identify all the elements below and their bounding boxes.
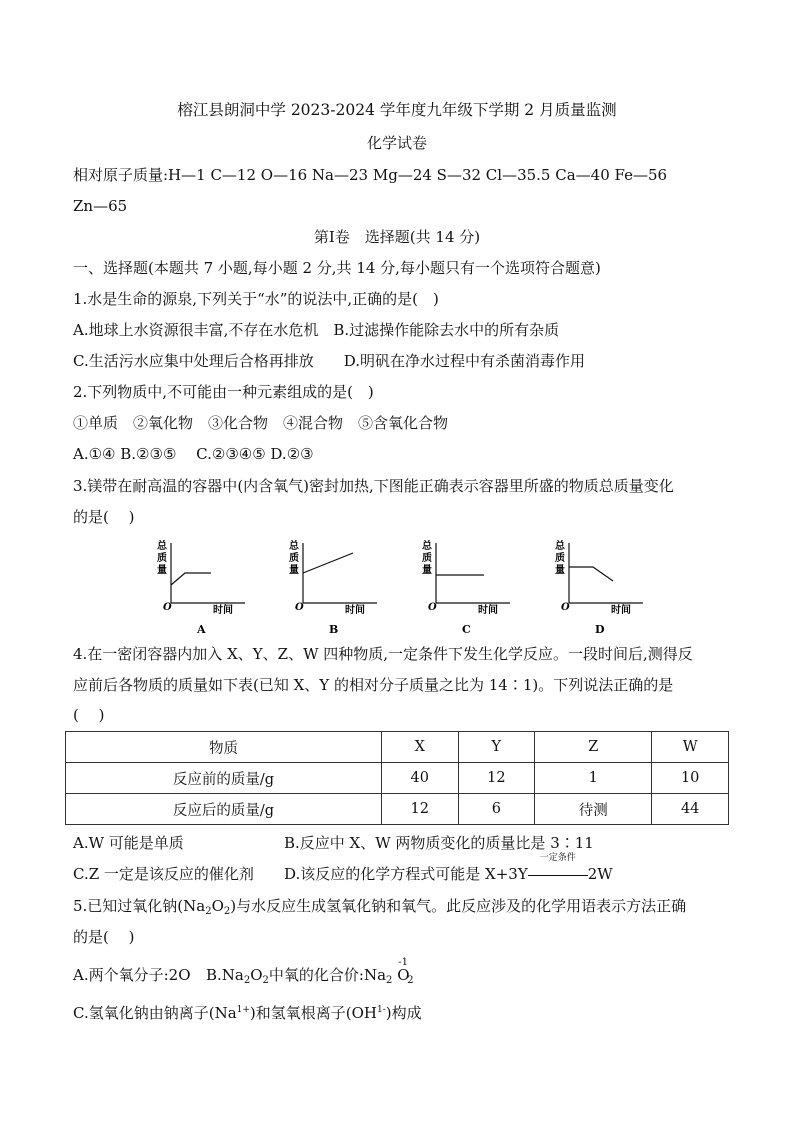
graph-label: B (329, 623, 339, 636)
q4-stem: 4.在一密闭容器内加入 X、Y、Z、W 四种物质,一定条件下发生化学反应。一段时间后,测得反 (73, 645, 693, 663)
table-header: 物质 (66, 732, 382, 763)
q5-option-b-part: 中氧的化合价:Na (268, 966, 387, 984)
table-header-row (66, 732, 729, 763)
subscript: 2 (386, 975, 393, 986)
graph-d (553, 535, 653, 637)
q5-option-c-part: )构成 (385, 1004, 422, 1022)
table-cell: 待测 (535, 794, 652, 825)
q2-options: A.①④ B.②③⑤ C.②③④⑤ D.②③ (73, 445, 314, 463)
table-cell: 10 (652, 763, 729, 794)
table-cell: 反应前的质量/g (66, 763, 382, 794)
q4-option-b: B.反应中 X、W 两物质变化的质量比是 3∶11 (284, 834, 594, 852)
mass-table (65, 731, 729, 825)
graph-ylabel: 质 (157, 553, 167, 564)
graph-ylabel: 总 (555, 541, 565, 552)
table-cell: 反应后的质量/g (66, 794, 382, 825)
q4-option-d-suffix: 2W (587, 865, 613, 883)
graph-ylabel: 总 (422, 541, 432, 552)
table-header: X (381, 732, 458, 763)
graph-label: D (595, 623, 605, 636)
q1-options-cd: C.生活污水应集中处理后合格再排放 D.明矾在净水过程中有杀菌消毒作用 (73, 352, 585, 370)
graph-label: A (197, 623, 206, 636)
q4-stem-2: 应前后各物质的质量如下表(已知 X、Y 的相对分子质量之比为 14∶1)。下列说法正确的是 (73, 676, 674, 694)
graph-a (155, 535, 255, 637)
graph-xlabel: 时间 (478, 605, 498, 616)
q1-stem: 1.水是生命的源泉,下列关于“水”的说法中,正确的是( ) (73, 290, 439, 308)
exam-title: 榕江县朗洞中学 2023-2024 学年度九年级下学期 2 月质量监测 (177, 101, 617, 119)
q5-option-b-part: O (250, 966, 263, 984)
reaction-bar (528, 875, 588, 876)
reaction-condition-text: 一定条件 (539, 853, 576, 863)
graph-origin: O (428, 602, 437, 613)
table-cell: 6 (458, 794, 535, 825)
graph-line (569, 567, 613, 581)
subscript: 2 (407, 975, 414, 986)
table-row (66, 794, 729, 825)
atomic-mass-line-2: Zn—65 (73, 197, 128, 215)
graph-line (303, 553, 353, 573)
table-header: Y (458, 732, 535, 763)
q5-option-c-part: )和氢氧根离子(OH (249, 1004, 378, 1022)
graph-ylabel: 总 (157, 541, 167, 552)
q2-items: ①单质 ②氧化物 ③化合物 ④混合物 ⑤含氧化合物 (73, 414, 449, 432)
section-title: 第Ⅰ卷 选择题(共 14 分) (313, 228, 481, 246)
graph-ylabel: 量 (422, 565, 432, 576)
q4-option-a: A.W 可能是单质 (73, 834, 184, 852)
graph-ylabel: 质 (555, 553, 565, 564)
graph-c (420, 535, 520, 637)
superscript: 1+ (236, 1005, 250, 1015)
oxygen-symbol: O (397, 966, 410, 984)
q5-stem-part: 5.已知过氧化钠(Na (73, 897, 206, 915)
table-header: W (652, 732, 729, 763)
graph-xlabel: 时间 (345, 605, 365, 616)
subscript: 2 (205, 906, 212, 917)
q2-stem: 2.下列物质中,不可能由一种元素组成的是( ) (73, 383, 374, 401)
graph-origin: O (163, 602, 172, 613)
valence-label: -1 (398, 957, 408, 968)
q5-option-a: A.两个氧分子:2O (73, 966, 191, 984)
exam-subtitle: 化学试卷 (366, 134, 427, 152)
graph-ylabel: 量 (289, 565, 299, 576)
graph-origin: O (561, 602, 570, 613)
valence-oxygen (397, 957, 410, 985)
q5-option-c (73, 1000, 422, 1023)
reaction-condition-arrow (528, 853, 588, 884)
graph-ylabel: 量 (157, 565, 167, 576)
graph-ylabel: 质 (422, 553, 432, 564)
q3-stem-2: 的是( ) (73, 508, 135, 526)
subscript: 2 (223, 906, 231, 917)
atomic-mass-line: 相对原子质量:H—1 C—12 O—16 Na—23 Mg—24 S—32 Cl—35.5 Ca—40 Fe—56 (73, 166, 668, 184)
q5-option-c-part: C.氢氧化钠由钠离子(Na (73, 1004, 237, 1022)
graph-xlabel: 时间 (611, 605, 631, 616)
q4-stem-3: ( ) (73, 706, 105, 724)
table-row (66, 763, 729, 794)
graph-ylabel: 总 (289, 541, 299, 552)
graph-xlabel: 时间 (213, 605, 233, 616)
q5-option-b-part: B.Na (206, 966, 244, 984)
subscript: 2 (262, 975, 269, 986)
section-instructions: 一、选择题(本题共 7 小题,每小题 2 分,共 14 分,每小题只有一个选项符合题意) (73, 259, 601, 277)
graph-line (171, 573, 211, 585)
table-cell: 12 (381, 794, 458, 825)
q5-stem (73, 896, 686, 922)
q4-option-d (284, 853, 613, 884)
table-cell: 44 (652, 794, 729, 825)
table-cell: 12 (458, 763, 535, 794)
q5-option-b (206, 957, 414, 991)
q5-stem-part: )与水反应生成氢氧化钠和氧气。此反应涉及的化学用语表示方法正确 (230, 897, 687, 915)
graph-b (287, 535, 387, 637)
superscript: 1- (377, 1005, 386, 1015)
q5-stem-part: O (211, 897, 224, 915)
subscript: 2 (243, 975, 251, 986)
table-cell: 1 (535, 763, 652, 794)
q4-option-d-prefix: D.该反应的化学方程式可能是 X+3Y (284, 865, 528, 883)
table-cell: 40 (381, 763, 458, 794)
q4-option-c: C.Z 一定是该反应的催化剂 (73, 865, 254, 883)
graph-ylabel: 质 (289, 553, 299, 564)
q3-stem: 3.镁带在耐高温的容器中(内含氧气)密封加热,下图能正确表示容器里所盛的物质总质量变化 (73, 477, 674, 495)
table-header: Z (535, 732, 652, 763)
q1-options-ab: A.地球上水资源很丰富,不存在水危机 B.过滤操作能除去水中的所有杂质 (73, 321, 560, 339)
graph-ylabel: 量 (555, 565, 565, 576)
graph-origin: O (295, 602, 304, 613)
q5-stem-2: 的是( ) (73, 928, 135, 946)
graph-label: C (462, 623, 471, 636)
